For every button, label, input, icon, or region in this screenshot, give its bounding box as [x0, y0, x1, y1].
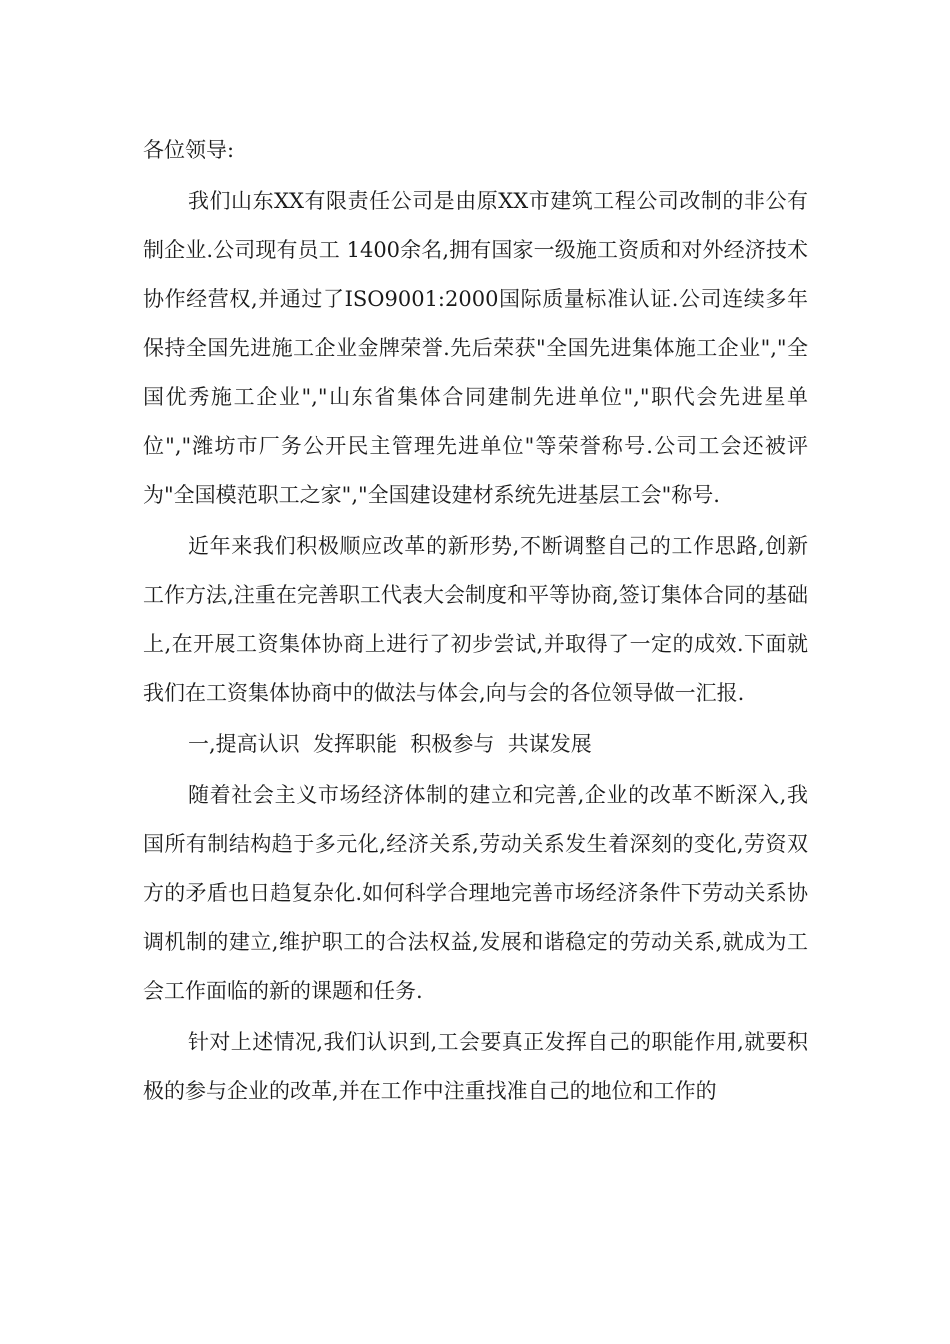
paragraph-company-intro: 我们山东XX有限责任公司是由原XX市建筑工程公司改制的非公有制企业.公司现有员工 1400余名,拥有国家一级施工资质和对外经济技术协作经营权,并通过了ISO9001:2000国际质量标准认证.公司连续多年保持全国先进施工企业金牌荣誉.先后荣获"全国先进集体施工企业","全国优秀施工企业","山东省集体合同建制先进单位","职代会先进星单位","潍坊市厂务公开民主管理先进单位"等荣誉称号.公司工会还被评为"全国模范职工之家","全国建设建材系统先进基层工会"称号. — [143, 189, 808, 507]
section-heading: 一,提高认识 发挥职能 积极参与 共谋发展 — [188, 732, 592, 756]
document-body — [143, 126, 808, 1116]
paragraph-union-role: 针对上述情况,我们认识到,工会要真正发挥自己的职能作用,就要积极的参与企业的改革,并在工作中注重找准自己的地位和工作的 — [143, 1030, 808, 1103]
salutation: 各位领导: — [143, 138, 235, 162]
paragraph-recent-work: 近年来我们积极顺应改革的新形势,不断调整自己的工作思路,创新工作方法,注重在完善职工代表大会制度和平等协商,签订集体合同的基础上,在开展工资集体协商上进行了初步尝试,并取得了一定的成效.下面就我们在工资集体协商中的做法与体会,向与会的各位领导做一汇报. — [143, 534, 808, 705]
paragraph-market-economy: 随着社会主义市场经济体制的建立和完善,企业的改革不断深入,我国所有制结构趋于多元化,经济关系,劳动关系发生着深刻的变化,劳资双方的矛盾也日趋复杂化.如何科学合理地完善市场经济条件下劳动关系协调机制的建立,维护职工的合法权益,发展和谐稳定的劳动关系,就成为工会工作面临的新的课题和任务. — [143, 783, 808, 1003]
